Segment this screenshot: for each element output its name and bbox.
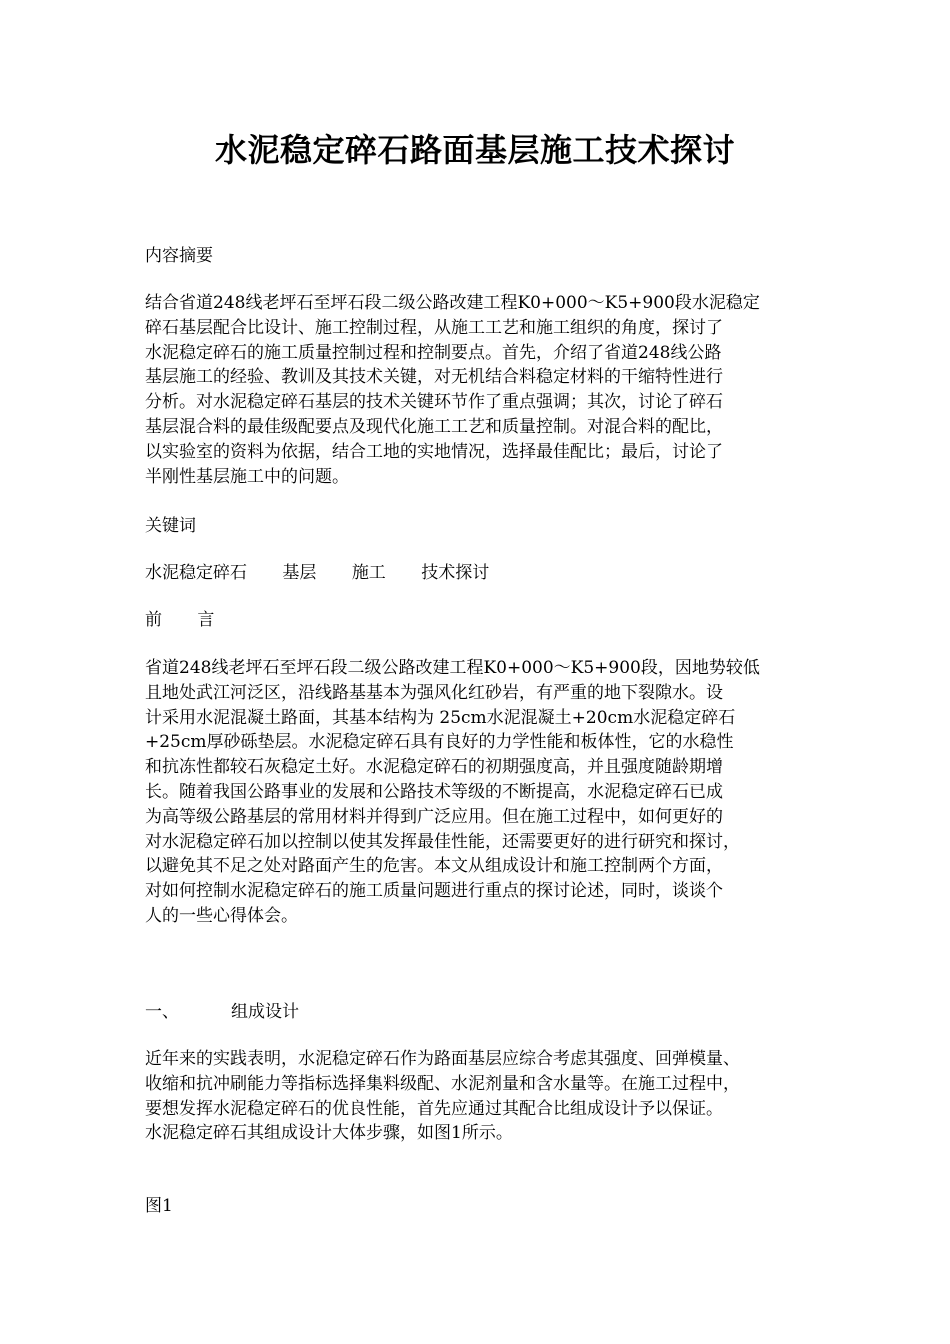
preface-line: 且地处武江河泛区，沿线路基基本为强风化红砂岩，有严重的地下裂隙水。设 bbox=[145, 682, 723, 703]
figure-label: 图1 bbox=[145, 1196, 173, 1216]
section-heading bbox=[145, 1000, 810, 1025]
abstract-line: 以实验室的资料为依据，结合工地的实地情况，选择最佳配比；最后，讨论了 bbox=[145, 441, 723, 462]
abstract-line: 碎石基层配合比设计、施工控制过程，从施工工艺和施工组织的角度，探讨了 bbox=[145, 317, 723, 338]
section-line: 收缩和抗冲刷能力等指标选择集料级配、水泥剂量和含水量等。在施工过程中， bbox=[145, 1073, 740, 1094]
preface-line: 长。随着我国公路事业的发展和公路技术等级的不断提高，水泥稳定碎石已成 bbox=[145, 781, 723, 802]
preface-line: 对如何控制水泥稳定碎石的施工质量问题进行重点的探讨论述，同时，谈谈个 bbox=[145, 881, 723, 902]
abstract-line: 基层混合料的最佳级配要点及现代化施工工艺和质量控制。对混合料的配比， bbox=[145, 416, 723, 437]
keyword: 水泥稳定碎石 bbox=[145, 563, 247, 583]
section-line: 近年来的实践表明，水泥稳定碎石作为路面基层应综合考虑其强度、回弹模量、 bbox=[145, 1049, 740, 1069]
preface-line: 人的一些心得体会。 bbox=[145, 905, 298, 926]
keyword: 施工 bbox=[351, 563, 386, 583]
keyword: 技术探讨 bbox=[421, 563, 490, 583]
abstract-line: 半刚性基层施工中的问题。 bbox=[145, 466, 349, 487]
section-line: 要想发挥水泥稳定碎石的优良性能，首先应通过其配合比组成设计予以保证。 bbox=[145, 1098, 723, 1119]
abstract-line: 水泥稳定碎石的施工质量控制过程和控制要点。首先，介绍了省道248线公路 bbox=[145, 342, 722, 363]
abstract-paragraph bbox=[145, 291, 810, 489]
section-line: 水泥稳定碎石其组成设计大体步骤，如图1所示。 bbox=[145, 1123, 513, 1144]
keyword: 基层 bbox=[282, 563, 317, 583]
preface-line: 省道248线老坪石至坪石段二级公路改建工程K0+000～K5+900段，因地势较低 bbox=[145, 658, 760, 678]
section-number: 一、 bbox=[145, 1002, 179, 1022]
preface-heading-char: 言 bbox=[197, 610, 215, 630]
preface-paragraph bbox=[145, 656, 810, 929]
keywords-heading: 关键词 bbox=[145, 516, 196, 536]
preface-line: 为高等级公路基层的常用材料并得到广泛应用。但在施工过程中，如何更好的 bbox=[145, 806, 723, 827]
section-paragraph bbox=[145, 1047, 810, 1146]
preface-line: +25cm厚砂砾垫层。水泥稳定碎石具有良好的力学性能和板体性，它的水稳性 bbox=[145, 732, 734, 753]
section-title: 组成设计 bbox=[231, 1002, 299, 1022]
abstract-line: 基层施工的经验、教训及其技术关键，对无机结合料稳定材料的干缩特性进行 bbox=[145, 367, 723, 388]
abstract-line: 分析。对水泥稳定碎石基层的技术关键环节作了重点强调；其次，讨论了碎石 bbox=[145, 392, 723, 413]
abstract-heading: 内容摘要 bbox=[145, 246, 213, 266]
abstract-line: 结合省道248线老坪石至坪石段二级公路改建工程K0+000～K5+900段水泥稳定 bbox=[145, 293, 760, 313]
document-title: 水泥稳定碎石路面基层施工技术探讨 bbox=[214, 131, 735, 169]
preface-line: 计采用水泥混凝土路面，其基本结构为 25cm水泥混凝土+20cm水泥稳定碎石 bbox=[145, 707, 736, 728]
preface-heading bbox=[145, 608, 810, 633]
preface-line: 对水泥稳定碎石加以控制以使其发挥最佳性能，还需要更好的进行研究和探讨， bbox=[145, 831, 740, 852]
preface-heading-char: 前 bbox=[145, 610, 162, 630]
keywords-list bbox=[145, 561, 810, 586]
preface-line: 和抗冻性都较石灰稳定土好。水泥稳定碎石的初期强度高，并且强度随龄期增 bbox=[145, 757, 723, 778]
preface-line: 以避免其不足之处对路面产生的危害。本文从组成设计和施工控制两个方面， bbox=[145, 856, 723, 877]
